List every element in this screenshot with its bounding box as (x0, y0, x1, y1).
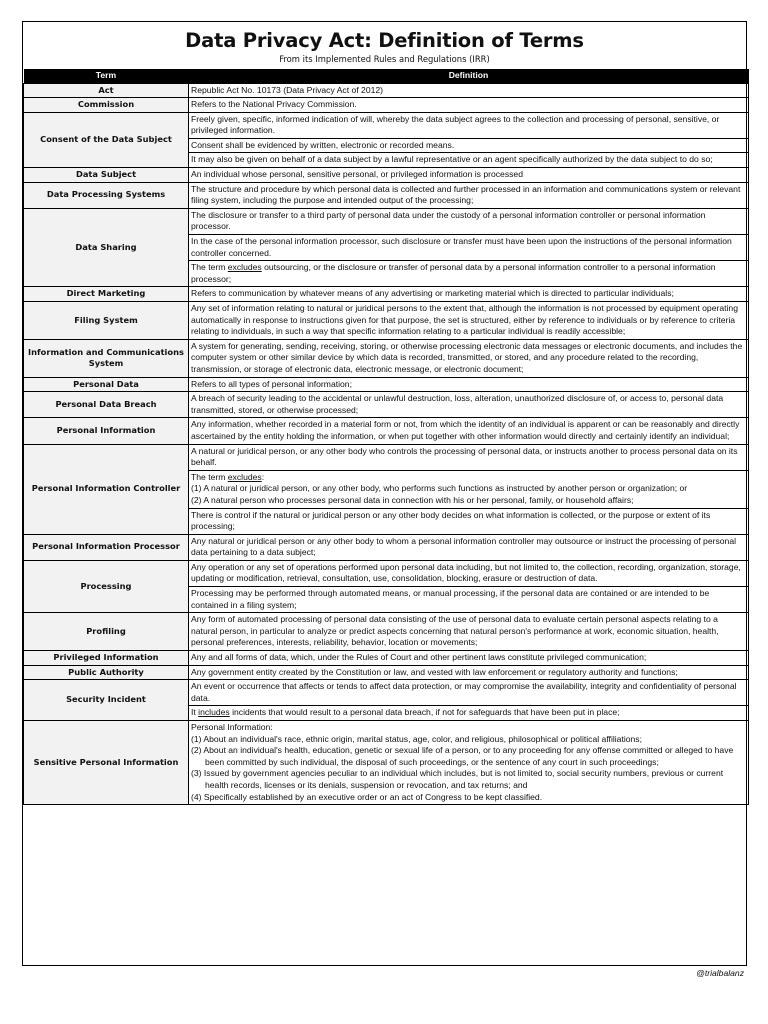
definition-cell: Freely given, specific, informed indication of will, whereby the data subject agrees to the collection and processing of personal, sensitive, or privileged information. (189, 112, 749, 138)
term-cell: Security Incident (24, 680, 189, 721)
definition-cell (189, 470, 749, 508)
table-row (24, 208, 749, 234)
table-row (24, 339, 749, 377)
table-row (24, 98, 749, 113)
table-row (24, 680, 749, 706)
term-cell: Personal Information Controller (24, 444, 189, 534)
definition-line (191, 472, 745, 484)
term-cell: Public Authority (24, 665, 189, 680)
term-cell: Privileged Information (24, 651, 189, 666)
term-cell: Personal Data (24, 377, 189, 392)
table-row (24, 613, 749, 651)
definition-line: Personal Information: (191, 722, 273, 732)
definition-cell: Refers to communication by whatever means of any advertising or marketing material which is directed to particular individuals; (189, 287, 749, 302)
term-cell: Act (24, 83, 189, 98)
table-row (24, 83, 749, 98)
table-row (24, 112, 749, 138)
term-cell: Personal Information Processor (24, 534, 189, 560)
definition-cell (189, 706, 749, 721)
definition-cell: Any and all forms of data, which, under the Rules of Court and other pertinent laws constitute privileged communication; (189, 651, 749, 666)
definition-cell: An event or occurrence that affects or tends to affect data protection, or may compromise the availability, integrity and confidentiality of personal data. (189, 680, 749, 706)
definition-cell: Refers to all types of personal information; (189, 377, 749, 392)
definition-cell: Any government entity created by the Constitution or law, and vested with law enforcement or regulatory authority and functions; (189, 665, 749, 680)
definition-cell: It may also be given on behalf of a data subject by a lawful representative or an agent specifically authorized by the data subject to do so; (189, 153, 749, 168)
list-item: (1) About an individual's race, ethnic origin, marital status, age, color, and religious, philosophical or political affiliations; (191, 733, 642, 744)
table-row (24, 168, 749, 183)
term-cell: Commission (24, 98, 189, 113)
list-item: (2) A natural person who processes personal data in connection with his or her personal, family, or household affairs; (191, 494, 634, 505)
definition-text: outsourcing, or the disclosure or transfer of personal data by a personal information controller to a personal information processor; (191, 262, 716, 284)
table-row (24, 182, 749, 208)
table-row (24, 302, 749, 340)
definition-text: : (261, 471, 265, 482)
definition-cell: A breach of security leading to the accidental or unlawful destruction, loss, alteration, unauthorized disclosure of, or access to, personal data transmitted, stored, or otherwise processed; (189, 392, 749, 418)
table-row (24, 665, 749, 680)
underlined-keyword: excludes (227, 262, 262, 273)
terms-table (23, 69, 749, 805)
table-row (24, 534, 749, 560)
definition-cell: The disclosure or transfer to a third party of personal data under the custody of a personal information controller or personal information processor. (189, 208, 749, 234)
term-cell: Filing System (24, 302, 189, 340)
list-item: (4) Specifically established by an executive order or an act of Congress to be kept classified. (191, 791, 543, 802)
definition-cell: Republic Act No. 10173 (Data Privacy Act of 2012) (189, 83, 749, 98)
definition-cell (189, 261, 749, 287)
term-cell: Personal Data Breach (24, 392, 189, 418)
term-cell: Personal Information (24, 418, 189, 444)
definition-cell: Consent shall be evidenced by written, electronic or recorded means. (189, 138, 749, 153)
list-item: (2) About an individual's health, education, genetic or sexual life of a person, or to any proceeding for any offense committed or alleged to have been committed by such individual, the disposal of such proceedings, or the sentence of any court in such proceedings; (191, 745, 734, 767)
underlined-keyword: excludes (227, 471, 262, 482)
list-item: (3) Issued by government agencies peculiar to an individual which includes, but is not limited to, social security numbers, previous or current health records, licenses or its denials, suspension or revocation, and tax returns; and (191, 768, 724, 790)
definition-cell: In the case of the personal information processor, such disclosure or transfer must have been upon the instructions of the personal information controller concerned. (189, 235, 749, 261)
table-row (24, 392, 749, 418)
definition-text: The term (191, 471, 228, 482)
underlined-keyword: includes (198, 707, 230, 718)
term-cell: Sensitive Personal Information (24, 721, 189, 805)
definition-cell: Processing may be performed through automated means, or manual processing, if the personal data are contained or are intended to be contained in a filing system; (189, 587, 749, 613)
definition-cell: A natural or juridical person, or any other body who controls the processing of personal data, or instructs another to process personal data on its behalf. (189, 444, 749, 470)
definition-text: incidents that would result to a personal data breach, if not for safeguards that have been put in place; (229, 707, 620, 718)
definition-cell: A system for generating, sending, receiving, storing, or otherwise processing electronic data messages or electronic documents, and includes the computer system or other similar device by which data is recorded, transmitted, or stored, and any procedure related to the recording, transmission, or storage of electronic data, electronic message, or electronic document; (189, 339, 749, 377)
column-header-term: Term (24, 69, 189, 83)
term-cell: Data Sharing (24, 208, 189, 287)
definition-cell: An individual whose personal, sensitive personal, or privileged information is processed (189, 168, 749, 183)
table-row (24, 444, 749, 470)
table-row (24, 418, 749, 444)
term-cell: Data Subject (24, 168, 189, 183)
definition-cell: Any information, whether recorded in a material form or not, from which the identity of an individual is apparent or can be reasonably and directly ascertained by the entity holding the information, or when put together with other information would directly and certainly identify an individual; (189, 418, 749, 444)
list-item: (1) A natural or juridical person, or any other body, who performs such functions as instructed by another person or organization; or (191, 483, 688, 494)
definition-cell: Any operation or any set of operations performed upon personal data including, but not limited to, the collection, recording, organization, storage, updating or modification, retrieval, consultation, use, consolidation, blocking, erasure or destruction of data. (189, 560, 749, 586)
definition-cell: Refers to the National Privacy Commission. (189, 98, 749, 113)
definition-text: It (191, 707, 199, 718)
term-cell: Profiling (24, 613, 189, 651)
term-cell: Data Processing Systems (24, 182, 189, 208)
term-cell: Consent of the Data Subject (24, 112, 189, 167)
definition-cell: Any natural or juridical person or any other body to whom a personal information controller may outsource or instruct the processing of personal data pertaining to a data subject; (189, 534, 749, 560)
page-subtitle: From its Implemented Rules and Regulations (IRR) (279, 54, 490, 64)
page-title: Data Privacy Act: Definition of Terms (185, 29, 584, 52)
table-row (24, 377, 749, 392)
definition-cell: There is control if the natural or juridical person or any other body decides on what information is collected, or the purpose or extent of its processing; (189, 508, 749, 534)
definition-cell (189, 721, 749, 805)
definition-cell: The structure and procedure by which personal data is collected and further processed in an information and communications system or relevant filing system, including the purpose and intended output of the processing; (189, 182, 749, 208)
term-cell: Direct Marketing (24, 287, 189, 302)
author-credit: @trialbalanz (696, 968, 744, 978)
table-row (24, 560, 749, 586)
table-header-row (24, 69, 749, 83)
definition-text: The term (191, 262, 228, 273)
column-header-definition: Definition (189, 69, 749, 83)
table-row (24, 651, 749, 666)
document-page (22, 21, 747, 966)
term-cell: Information and Communications System (24, 339, 189, 377)
table-row (24, 721, 749, 805)
table-row (24, 287, 749, 302)
definition-cell: Any set of information relating to natural or juridical persons to the extent that, although the information is not processed by equipment operating automatically in response to instructions given for that purpose, the set is structured, either by reference to individuals or by reference to criteria relating to individuals, in such a way that specific information relating to a particular individual is readily accessible; (189, 302, 749, 340)
definition-cell: Any form of automated processing of personal data consisting of the use of personal data to evaluate certain personal aspects relating to a natural person, in particular to analyze or predict aspects concerning that natural person's performance at work, economic situation, health, personal preferences, interests, reliability, behavior, location or movements; (189, 613, 749, 651)
term-cell: Processing (24, 560, 189, 612)
